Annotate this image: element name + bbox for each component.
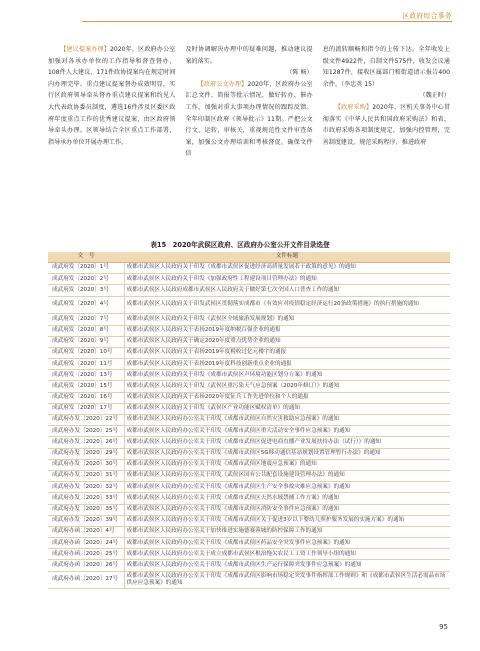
column-1: [48, 44, 175, 230]
table-row: [48, 359, 450, 370]
document-title: 成都市武侯区人民政府关于印发武侯区贯彻落实成都市《有效应对疫情稳定经济运行20条政策措施》的执行措施的通知: [124, 296, 450, 314]
author-signature: （魏正时）: [419, 92, 450, 100]
document-number: 成武府发〔2020〕15号: [48, 381, 124, 392]
document-title: 成都市武侯区人民政府关于印发《成都市武侯区促进经济高质量发展若干政策的意见》的通知: [124, 263, 450, 274]
table-row: [48, 470, 450, 481]
document-title: 成都市武侯区人民政府成都市武侯区人民政府关于做好第七次全国人口普查工作的通知: [124, 285, 450, 296]
document-number: 成武府办函〔2020〕4号: [48, 526, 124, 537]
heading-tag: 【政府采购】: [334, 103, 373, 111]
table-row: [48, 336, 450, 347]
document-number: 成武府办发〔2020〕32号: [48, 482, 124, 493]
column-header-title: 文件标题: [124, 252, 450, 263]
document-title: 成都市武侯区人民政府办公室关于印发《成都市武侯区地震应急预案》的通知: [124, 459, 450, 470]
document-title: 成都市武侯区人民政府办公室关于印发《成都市武侯区药品安全突发事件应急预案》的通知: [124, 538, 450, 549]
paragraph-continued: 息的流转顺畅和指令的上传下达。全年收发上级文件4922件，自制文件575件，收发会议通知1287件，接收区属部门和街道请示报告400余件。（李忠英 15）: [322, 46, 450, 88]
document-number: 成武府发〔2020〕13号: [48, 370, 124, 381]
document-title: 成都市武侯区人民政府关于印发《加强政府性工程建设项目管理办法》的通知: [124, 274, 450, 285]
document-number: 成武府发〔2020〕2号: [48, 274, 124, 285]
table-row: [48, 314, 450, 325]
document-title: 成都市武侯区人民政府办公室关于印发《成都市武侯区促进电商直播产业发展扶持办法（试行）》的通知: [124, 437, 450, 448]
document-number: 成武府发〔2020〕10号: [48, 347, 124, 358]
document-title: 成都市武侯区人民政府关于表扬2020年度征兵工作先进单位和个人的通报: [124, 392, 450, 403]
document-number: 成武府发〔2020〕3号: [48, 285, 124, 296]
document-title: 成都市武侯区人民政府办公室关于印发《成都市武侯区关于促进3岁以下婴幼儿照护服务发展的实施方案》的通知: [124, 515, 450, 526]
document-title: 成都市武侯区人民政府办公室关于印发《成都市武侯区5G移动通信基站规划设置管理暂行办法》的通知: [124, 448, 450, 459]
documents-table: [48, 252, 450, 589]
document-number: 成武府发〔2020〕16号: [48, 392, 124, 403]
header-divider: [82, 21, 452, 22]
document-number: 成武府办发〔2020〕30号: [48, 459, 124, 470]
table-header-row: [48, 252, 450, 263]
table-row: [48, 296, 450, 314]
table-row: [48, 370, 450, 381]
document-title: 成都市武侯区人民政府办公室关于印发《成都市武侯区消防安全事件应急预案》的通知: [124, 504, 450, 515]
table-row: [48, 274, 450, 285]
table-row: [48, 347, 450, 358]
document-title: 成都市武侯区人民政府办公室关于印发《成都市武侯区自然灾害救助应急预案》的通知: [124, 415, 450, 426]
table-row: [48, 392, 450, 403]
section-header: 区政府综合事务: [402, 12, 452, 20]
document-title: 成都市武侯区人民政府办公室关于印发《成都市武侯区生产运行保障突发事件应急预案》的通知: [124, 560, 450, 571]
table-row: [48, 538, 450, 549]
paragraph-continued: 及时协调解决办理中的疑难问题，推动建议提案的落实。: [185, 46, 313, 65]
column-3: [323, 44, 450, 230]
document-number: 成武府发〔2020〕7号: [48, 314, 124, 325]
document-number: 成武府办函〔2020〕25号: [48, 549, 124, 560]
document-title: 成都市武侯区人民政府关于确定2020年度重点优势企业的通知: [124, 336, 450, 347]
document-title: 成都市武侯区人民政府关于印发《武侯区产业功能区赋权清单》的通知: [124, 403, 450, 414]
document-number: 成武府办发〔2020〕22号: [48, 415, 124, 426]
document-title: 成都市武侯区人民政府办公室关于印发《成都市武侯区天然水域禁捕工作方案》的通知: [124, 493, 450, 504]
paragraph-document-handling: [185, 79, 312, 160]
table-body: [48, 263, 450, 589]
document-title: 成都市武侯区人民政府关于印发《武侯区全域旅游发展规划》的通知: [124, 314, 450, 325]
paragraph-text: 2020年，区政府办公室汇总文件、简报等批示情况，做好转办、催办工作，加强对重大事项办理情况的跟踪反馈。全年印制区政府《领导批示》11期。严把公文行文、运转、审核关，重视规范性文件审查备案，加强公文办理培训和考核督促，确保文件信: [185, 80, 313, 158]
column-header-number: 文 号: [48, 252, 124, 263]
table-row: [48, 448, 450, 459]
document-number: 成武府办函〔2020〕24号: [48, 538, 124, 549]
document-number: 成武府办发〔2020〕29号: [48, 448, 124, 459]
paragraph-procurement: [323, 102, 450, 148]
table-row: [48, 560, 450, 571]
document-number: 成武府办函〔2020〕26号: [48, 560, 124, 571]
document-title: 成都市武侯区人民政府办公室关于印发《成都市武侯区重大活动安全事件应急预案》的通知: [124, 426, 450, 437]
document-number: 成武府办发〔2020〕25号: [48, 426, 124, 437]
document-number: 成武府发〔2020〕11号: [48, 359, 124, 370]
page-number: 95: [439, 623, 448, 631]
table-row: [48, 437, 450, 448]
table-row: [48, 482, 450, 493]
column-2: [185, 44, 312, 230]
table-row: [48, 549, 450, 560]
table-row: [48, 325, 450, 336]
document-number: 成武府办发〔2020〕39号: [48, 515, 124, 526]
document-title: 成都市武侯区人民政府关于印发《武侯区重污染天气应急预案（2020年修订）》的通知: [124, 381, 450, 392]
heading-tag: 【建议提案办理】: [60, 46, 110, 53]
table-row: [48, 415, 450, 426]
table-row: [48, 571, 450, 589]
table-title: 表15 2020年武侯区政府、区政府办公室公开文件目录选登: [150, 241, 330, 249]
document-title: 成都市武侯区人民政府关于印发《成都市武侯区声环境功能区划分方案》的通知: [124, 370, 450, 381]
table-row: [48, 285, 450, 296]
document-title: 成都市武侯区人民政府办公室关于加快推进实施德赛蓉城的防控保障工作的通知: [124, 526, 450, 537]
table-row: [48, 426, 450, 437]
body-columns: [48, 44, 450, 230]
author-signature: （陈 畅）: [286, 69, 313, 77]
table-row: [48, 515, 450, 526]
document-title: 成都市武侯区人民政府办公室关于印发《武侯区国有公共配套设施建设管理办法》的通知: [124, 470, 450, 481]
document-number: 成武府办发〔2020〕33号: [48, 493, 124, 504]
table-row: [48, 504, 450, 515]
document-title: 成都市武侯区人民政府办公室关于印发《成都市武侯区生产安全事故灾难应急预案》的通知: [124, 482, 450, 493]
document-number: 成武府发〔2020〕9号: [48, 336, 124, 347]
document-number: 成武府发〔2020〕1号: [48, 263, 124, 274]
document-number: 成武府办函〔2020〕27号: [48, 571, 124, 589]
table-row: [48, 263, 450, 274]
table-row: [48, 381, 450, 392]
document-title: 成都市武侯区人民政府办公室关于成立成都市武侯区根治拖欠农民工工资工作领导小组的通知: [124, 549, 450, 560]
document-title: 成都市武侯区人民政府关于表扬2019年度科技创新重点企业的通报: [124, 359, 450, 370]
table-row: [48, 526, 450, 537]
table-row: [48, 403, 450, 414]
heading-tag: 【政府公文办理】: [197, 80, 248, 88]
document-number: 成武府办发〔2020〕35号: [48, 504, 124, 515]
paragraph-proposal-handling: [48, 44, 175, 148]
table-row: [48, 459, 450, 470]
document-number: 成武府发〔2020〕17号: [48, 403, 124, 414]
document-number: 成武府办发〔2020〕26号: [48, 437, 124, 448]
paragraph-text: 2020年，区政府办公室加强对各承办单位的工作指导和督查督办，108件人大建议、171件政协提案均在规定时间内办理完毕。重点建议提案督办成效明显，实行区政府领导牵头督办重点建议提案和约见人大代表政协委员制度，遴选16件涉及区委区政府年度重点工作的优秀建议提案，由区政府领导牵头办理。区领导结合全区重点工作部署，指导承办单位开展办理工作，: [48, 46, 176, 146]
document-title: 成都市武侯区人民政府关于表扬2019年度税收过亿元楼宇的通报: [124, 347, 450, 358]
document-number: 成武府办发〔2020〕31号: [48, 470, 124, 481]
document-title: 成都市武侯区人民政府关于表扬2019年度纳税百强企业的通报: [124, 325, 450, 336]
paragraph-text: 2020年，区机关事务中心贯彻落实《中华人民共和国政府采购法》和省、市政府采购各项制度规定，加强内控管理，完善制度建设，规范采购程序，推进政府: [322, 103, 450, 146]
document-number: 成武府发〔2020〕4号: [48, 296, 124, 314]
table-row: [48, 493, 450, 504]
document-title: 成都市武侯区人民政府办公室关于印发《成都市武侯区影响市场稳定突发事件指挥部工作规则》和《成都市武侯区生活必需品市场供应应急预案》的通知: [124, 571, 450, 589]
document-number: 成武府发〔2020〕8号: [48, 325, 124, 336]
